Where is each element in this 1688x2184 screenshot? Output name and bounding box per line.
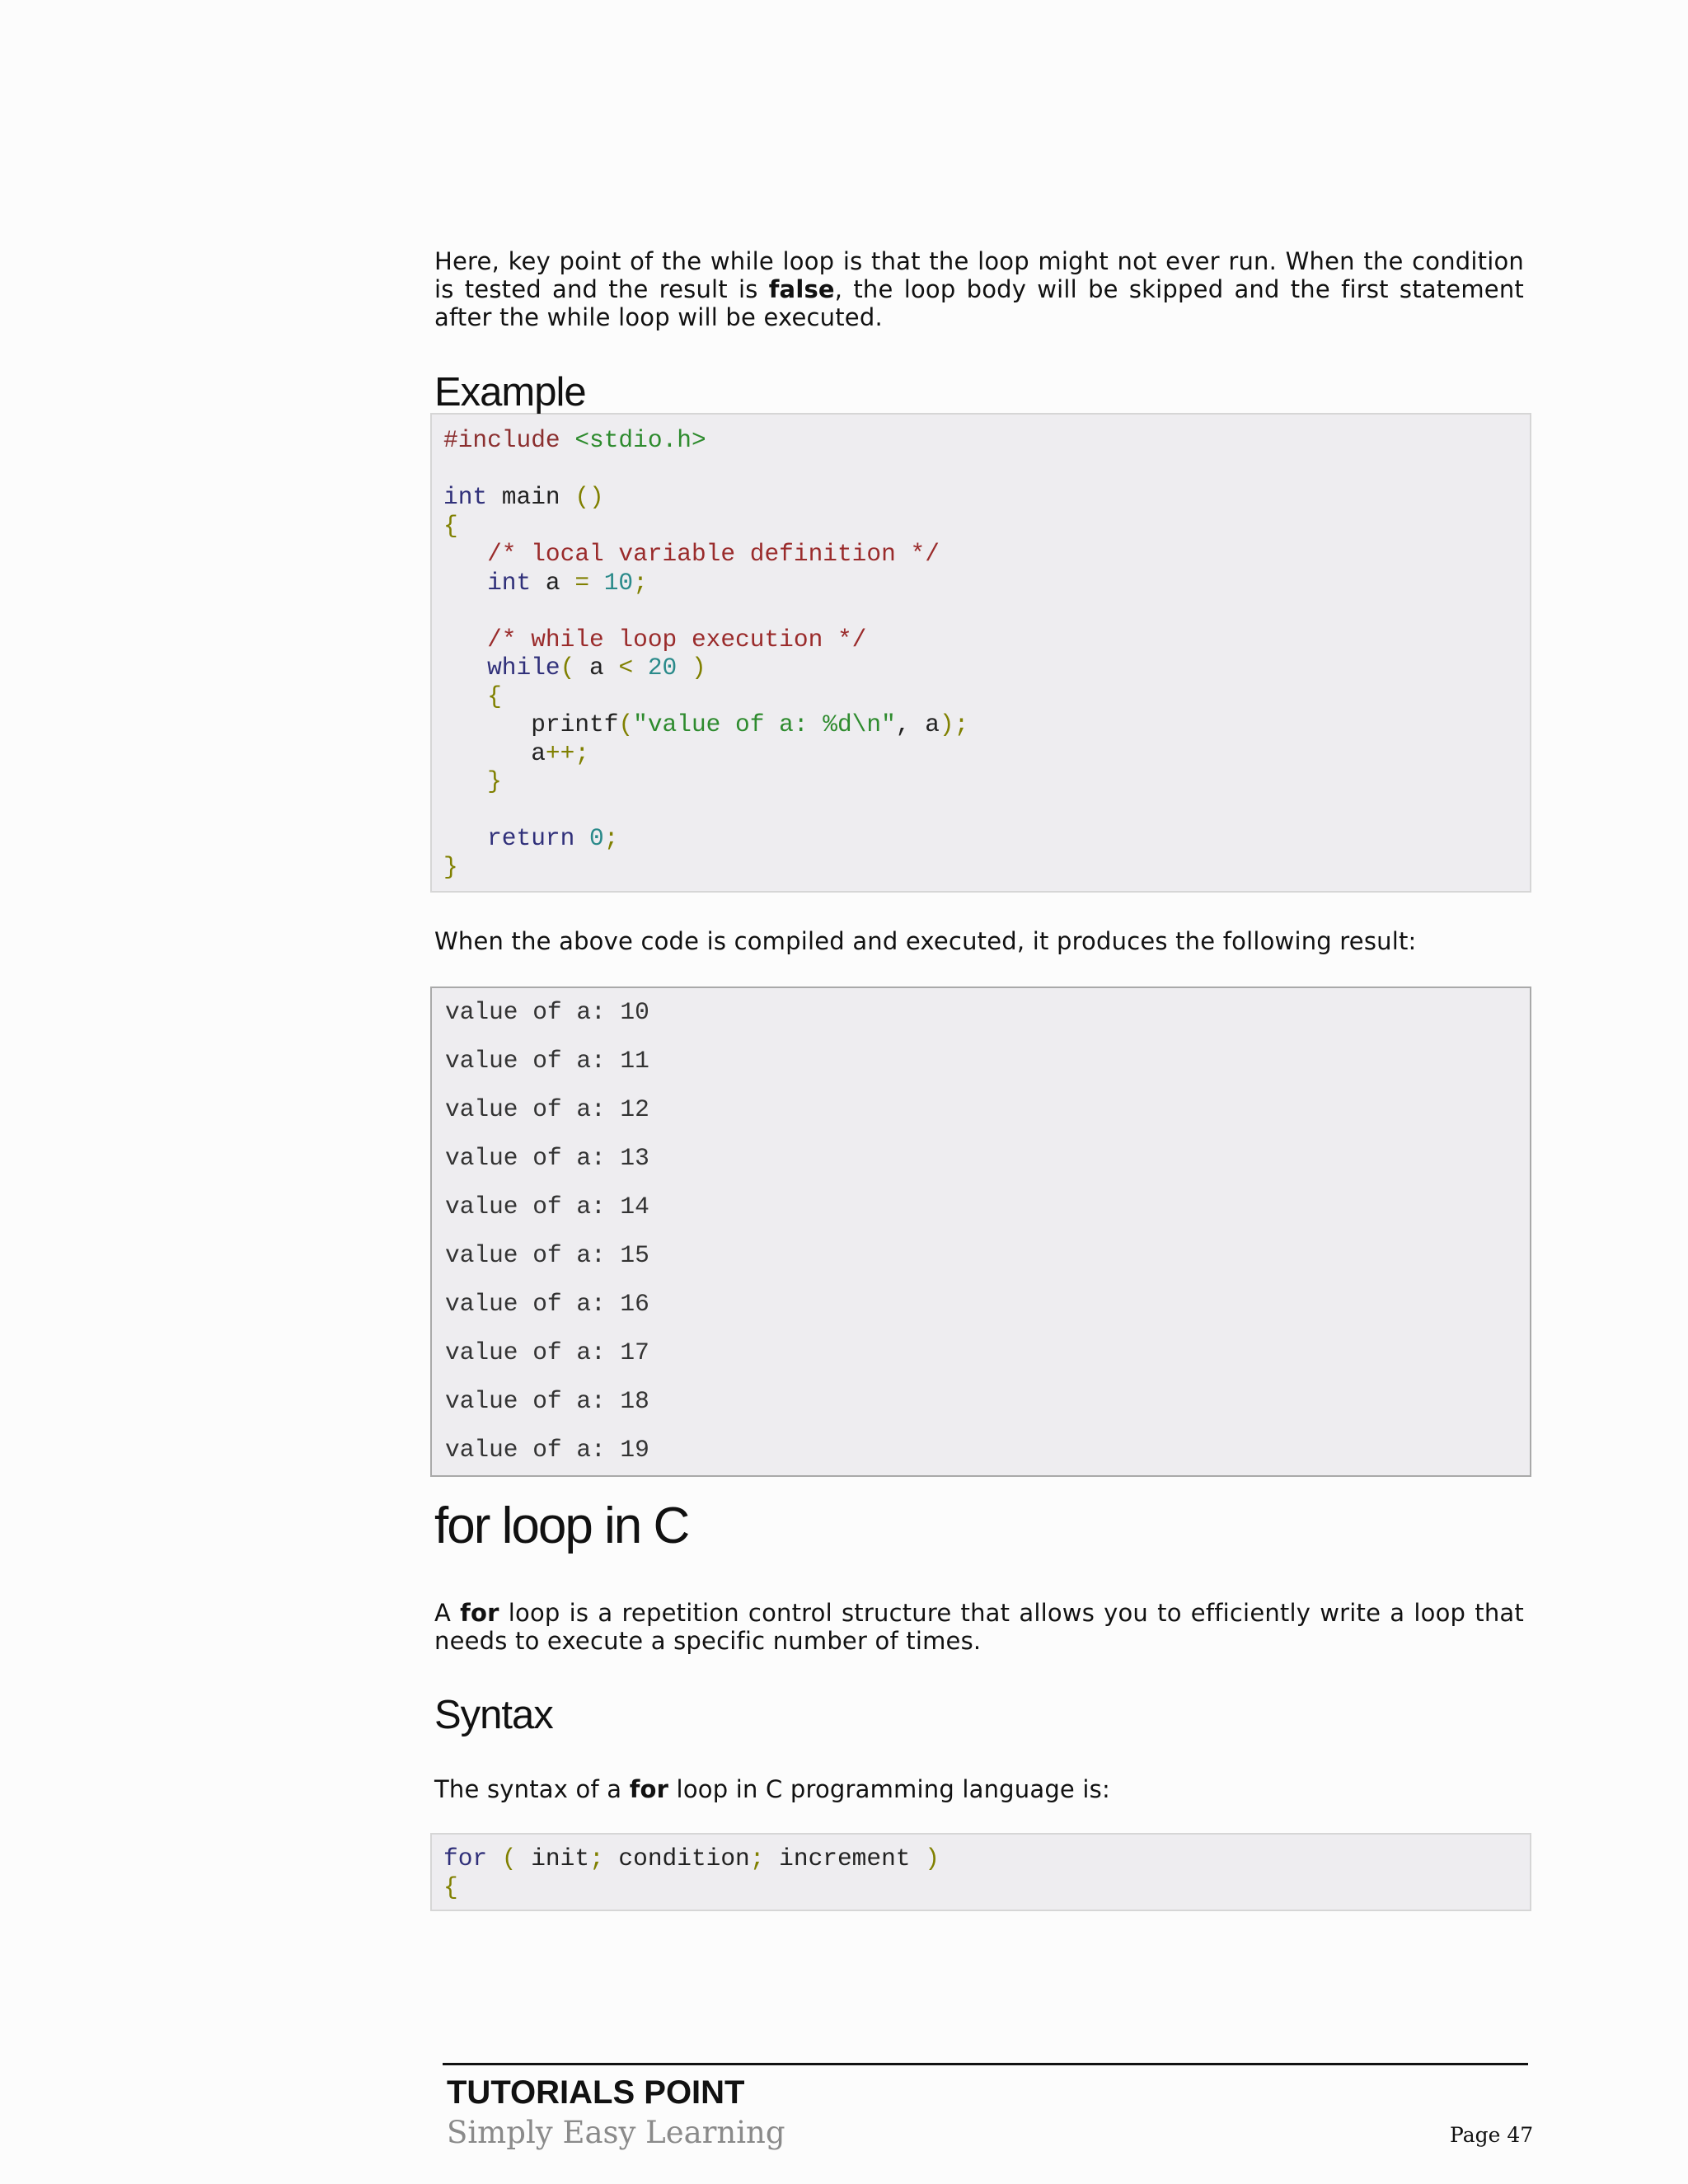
code-printf-close: ); [939,710,969,738]
code-int-keyword: int [443,483,488,511]
code-equals: = [574,568,590,597]
output-line: value of a: 12 [445,1095,649,1123]
syntax-heading: Syntax [434,1693,553,1737]
syntax-semicolon-2: ; [749,1844,765,1872]
code-header: <stdio.h> [574,426,706,454]
example-heading: Example [434,370,586,415]
code-number-10: 10 [589,568,634,597]
syntax-code-block [430,1833,1531,1911]
code-inner-close-brace: } [487,767,502,795]
code-open-brace: { [443,511,458,540]
output-block [430,987,1531,1477]
for-intro-a: A [434,1599,461,1627]
syntax-intro-before: The syntax of a [434,1775,630,1803]
code-comment-while: /* while loop execution */ [487,625,867,654]
syntax-increment: increment [764,1844,926,1872]
code-return-keyword: return [487,824,575,852]
syntax-intro-after: loop in C programming language is: [668,1775,1110,1803]
code-main-parens: () [574,483,604,511]
intro-text: Here, key point of the while loop is that the loop might not ever run. When the condition is tested and the result is [434,247,1524,303]
for-intro-rest: loop is a repetition control structure that allows you to efficiently write a loop that needs to execute a specific number of times. [434,1599,1524,1655]
output-line: value of a: 17 [445,1338,649,1366]
output-line: value of a: 15 [445,1241,649,1269]
syntax-init: init [516,1844,590,1872]
code-main: main [487,483,575,511]
code-include: #include [443,426,560,454]
code-close-brace: } [443,852,458,881]
output-line: value of a: 10 [445,998,649,1026]
syntax-paren-open: ( [487,1844,517,1872]
footer-divider [443,2063,1528,2065]
intro-paragraph [434,247,1524,331]
footer-tagline: Simply Easy Learning [447,2115,785,2150]
syntax-paren-close: ) [925,1844,940,1872]
code-printf: printf [531,710,619,738]
code-int-keyword-2: int [487,568,532,597]
code-while-a: a [574,654,619,682]
code-number-0: 0 [574,824,604,852]
page-number: Page 47 [1450,2123,1534,2147]
example-code-block [430,413,1531,893]
code-incr-op: ++; [545,738,590,767]
result-paragraph: When the above code is compiled and executed, it produces the following result: [434,927,1417,955]
output-line: value of a: 13 [445,1144,649,1172]
output-line: value of a: 19 [445,1436,649,1464]
for-intro-bold: for [460,1599,499,1627]
code-semicolon: ; [633,568,648,597]
for-loop-heading: for loop in C [434,1497,689,1554]
intro-bold-false: false [768,275,835,303]
page-content [434,247,1524,1911]
code-printf-args: , a [895,710,940,738]
code-printf-open: ( [618,710,634,738]
output-line: value of a: 16 [445,1290,649,1318]
code-semicolon-2: ; [603,824,619,852]
code-comment-local: /* local variable definition */ [487,540,940,568]
code-a-incr: a [531,738,546,767]
code-printf-string: "value of a: %d\n" [633,710,896,738]
code-less-than: < [618,654,634,682]
code-var-a: a [531,568,575,597]
code-paren-open: ( [560,654,575,682]
code-paren-close: ) [691,654,706,682]
syntax-open-brace: { [443,1872,458,1901]
syntax-for-keyword: for [443,1844,488,1872]
code-number-20: 20 [633,654,692,682]
footer-brand: TUTORIALS POINT [447,2074,745,2111]
output-line: value of a: 14 [445,1193,649,1221]
code-while-keyword: while [487,654,560,682]
syntax-condition: condition [603,1844,750,1872]
output-line: value of a: 18 [445,1387,649,1415]
syntax-intro-paragraph [434,1775,1524,1803]
for-intro-paragraph [434,1599,1524,1655]
intro-text-end: , the loop body will be skipped and the first statement after the while loop will be executed. [434,275,1524,331]
code-inner-open-brace: { [487,682,502,710]
output-line: value of a: 11 [445,1047,649,1075]
syntax-semicolon-1: ; [589,1844,604,1872]
syntax-intro-bold: for [629,1775,669,1803]
